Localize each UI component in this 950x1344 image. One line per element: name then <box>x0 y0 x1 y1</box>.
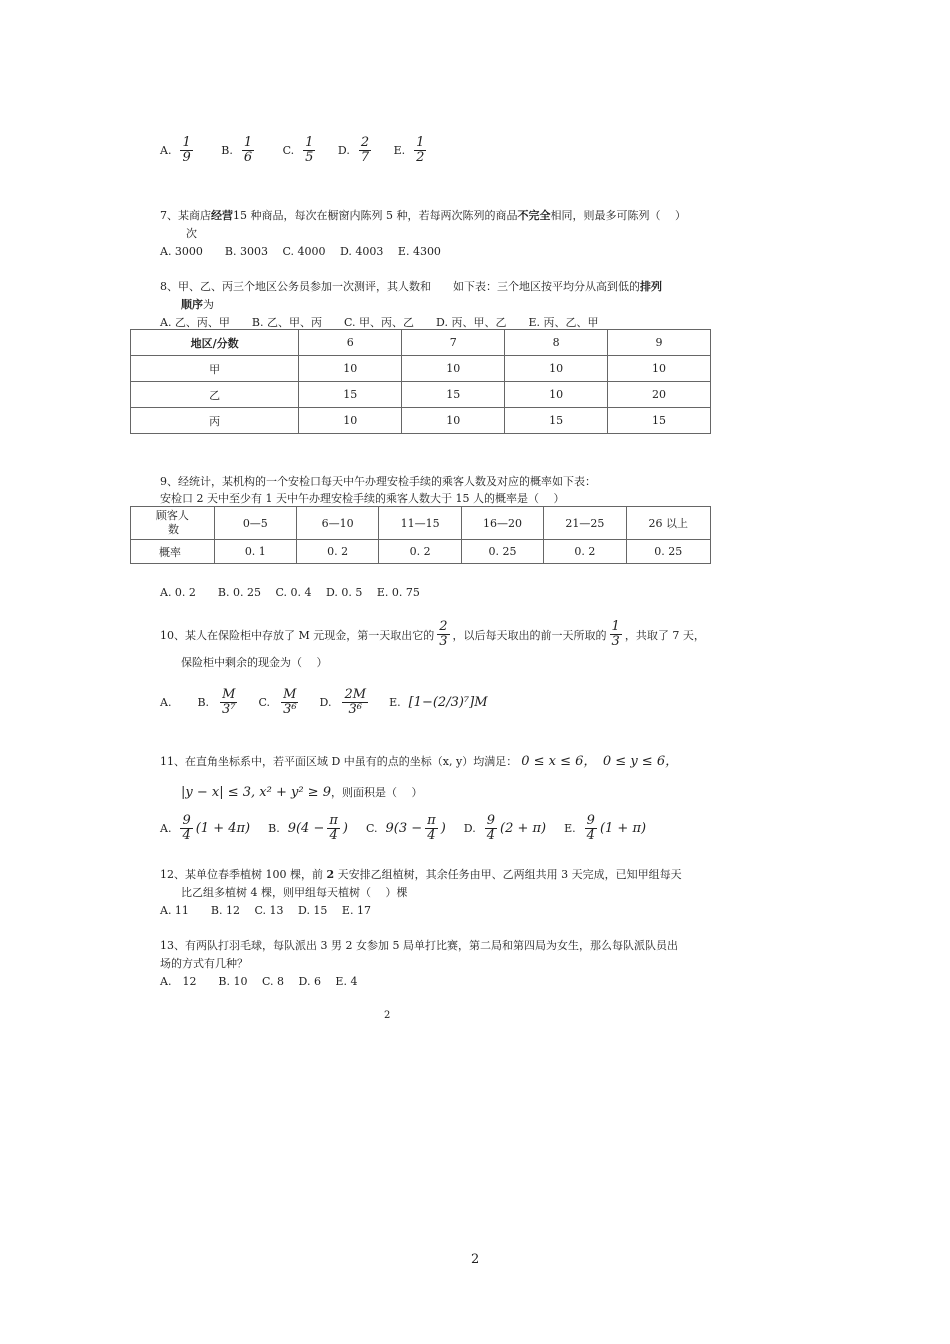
table-cell: 乙 <box>131 382 299 408</box>
q9-options: A. 0. 2 B. 0. 25 C. 0. 4 D. 0. 5 E. 0. 75 <box>160 586 420 599</box>
table-cell: 10 <box>402 356 505 382</box>
q7-text-line2: 次 <box>186 227 197 240</box>
q10-option-a: A. <box>160 696 172 710</box>
page-number: 2 <box>471 1252 480 1267</box>
inner-page-number: 2 <box>384 1010 391 1021</box>
q9-probability-table <box>130 506 711 564</box>
table-cell: 10 <box>299 408 402 434</box>
q9-text-line1: 9、经统计，某机构的一个安检口每天中午办理安检手续的乘客人数及对应的概率如下表： <box>160 475 596 488</box>
table-header-cell: 11—15 <box>379 507 461 540</box>
table-cell: 丙 <box>131 408 299 434</box>
fraction-two-thirds: $\frac{2}{3}$ <box>439 619 448 650</box>
q13-options: A. 12 B. 10 C. 8 D. 6 E. 4 <box>160 975 358 988</box>
q10-options <box>160 688 488 718</box>
q8-text-line1: 8、甲、乙、丙三个地区公务员参加一次测评，其人数和 如下表：三个地区按平均分从高到低的排列 <box>160 280 662 293</box>
table-cell: 0. 2 <box>296 540 378 564</box>
q8-score-table <box>130 329 711 434</box>
table-cell: 10 <box>505 356 608 382</box>
table-header-cell: 8 <box>505 330 608 356</box>
table-cell: 10 <box>299 356 402 382</box>
table-header-cell <box>131 507 215 540</box>
q13-text-line1: 13、有两队打羽毛球，每队派出 3 男 2 女参加 5 局单打比赛，第二局和第四局为女生，那么每队派队员出 <box>160 939 678 952</box>
table-cell: 10 <box>402 408 505 434</box>
table-row <box>131 408 711 434</box>
table-cell: 甲 <box>131 356 299 382</box>
q8-text-line2: 顺序为 <box>181 298 214 311</box>
q12-text-line2: 比乙组多植树 4 棵，则甲组每天植树（ ）棵 <box>181 886 408 899</box>
q12-options: A. 11 B. 12 C. 13 D. 15 E. 17 <box>160 904 371 917</box>
q11-options <box>160 814 646 844</box>
table-cell: 15 <box>608 408 711 434</box>
q12-text-line1: 12、某单位春季植树 100 棵，前 2 天安排乙组植树，其余任务由甲、乙两组共用 3 天完成，已知甲组每天 <box>160 868 682 881</box>
table-header-cell: 0—5 <box>214 507 296 540</box>
q10-option-c: C. $\frac{M}{\text{3⁶}}$ <box>258 687 297 718</box>
table-cell: 10 <box>505 382 608 408</box>
table-header-cell: 6 <box>299 330 402 356</box>
table-cell: 15 <box>505 408 608 434</box>
table-header-cell: 地区/分数 <box>131 330 299 356</box>
q6-option-a: A. $\frac{1}{9}$ <box>160 135 191 166</box>
table-header-cell: 16—20 <box>461 507 543 540</box>
q7-text-line1: 7、某商店经营15 种商品，每次在橱窗内陈列 5 种，若每两次陈列的商品不完全相同，则最多可陈列（ ） <box>160 209 686 222</box>
q8-options: A. 乙、丙、甲 B. 乙、甲、丙 C. 甲、丙、乙 D. 丙、甲、乙 E. 丙、乙、甲 <box>160 316 599 329</box>
q6-options <box>160 136 451 166</box>
q10-option-b: B. $\frac{M}{\text{3⁷}}$ <box>197 687 236 718</box>
table-cell: 10 <box>608 356 711 382</box>
q11-option-d: D. $\frac{9}{4}$ (2 + π) <box>463 813 547 844</box>
table-cell: 0. 25 <box>626 540 710 564</box>
table-header-cell: 7 <box>402 330 505 356</box>
q11-text-line2: |y − x| ≤ 3, x² + y² ≥ 9，则面积是（ ） <box>181 785 423 800</box>
q11-option-c: C. 9(3 − $\frac{\pi}{4}$ ) <box>365 813 446 844</box>
table-cell: 概率 <box>131 540 215 564</box>
q11-option-a: A. $\frac{9}{4}$ (1 + 4π) <box>160 813 251 844</box>
table-header-cell: 21—25 <box>544 507 626 540</box>
table-row <box>131 382 711 408</box>
q13-text-line2: 场的方式有几种？ <box>160 957 248 970</box>
table-cell: 0. 2 <box>544 540 626 564</box>
q10-option-d: D. $\frac{2M}{\text{3⁶}}$ <box>319 687 367 718</box>
table-cell: 15 <box>299 382 402 408</box>
q10-text-line1: 10、某人在保险柜中存放了 M 元现金，第一天取出它的 $\frac{2}{3}$ ，以后每天取出的前一天所取的 $\frac{1}{3}$ ，共取了 7 天， <box>160 619 705 650</box>
table-cell: 0. 2 <box>379 540 461 564</box>
header-line: 数 <box>168 523 179 536</box>
fraction-one-third: $\frac{1}{3}$ <box>611 619 620 650</box>
table-header-cell: 9 <box>608 330 711 356</box>
table-cell: 20 <box>608 382 711 408</box>
q6-option-d: D. $\frac{2}{7}$ <box>337 135 370 166</box>
q6-option-e: E. $\frac{1}{2}$ <box>393 135 425 166</box>
q10-option-e: E. [1−(2/3)⁷]M <box>389 695 488 711</box>
q11-option-b: B. 9(4 − $\frac{\pi}{4}$ ) <box>268 813 348 844</box>
q6-option-c: C. $\frac{1}{5}$ <box>282 135 314 166</box>
table-cell: 15 <box>402 382 505 408</box>
table-cell: 0. 1 <box>214 540 296 564</box>
q6-option-b: B. $\frac{1}{6}$ <box>221 135 253 166</box>
table-row <box>131 356 711 382</box>
table-header-cell: 26 以上 <box>626 507 710 540</box>
table-row <box>131 540 711 564</box>
q11-text-line1: 11、在直角坐标系中，若平面区域 D 中虽有的点的坐标（x, y）均满足： 0 ≤ x ≤ 6， 0 ≤ y ≤ 6， <box>160 754 679 769</box>
q7-options: A. 3000 B. 3003 C. 4000 D. 4003 E. 4300 <box>160 245 441 258</box>
q9-text-line2: 安检口 2 天中至少有 1 天中午办理安检手续的乘客人数大于 15 人的概率是（ ） <box>160 492 565 505</box>
table-header-row <box>131 330 711 356</box>
q11-option-e: E. $\frac{9}{4}$ (1 + π) <box>564 813 647 844</box>
table-header-cell: 6—10 <box>296 507 378 540</box>
q10-text-line2: 保险柜中剩余的现金为（ ） <box>181 656 328 669</box>
header-line: 顾客人 <box>155 508 189 522</box>
table-header-row <box>131 507 711 540</box>
table-cell: 0. 25 <box>461 540 543 564</box>
